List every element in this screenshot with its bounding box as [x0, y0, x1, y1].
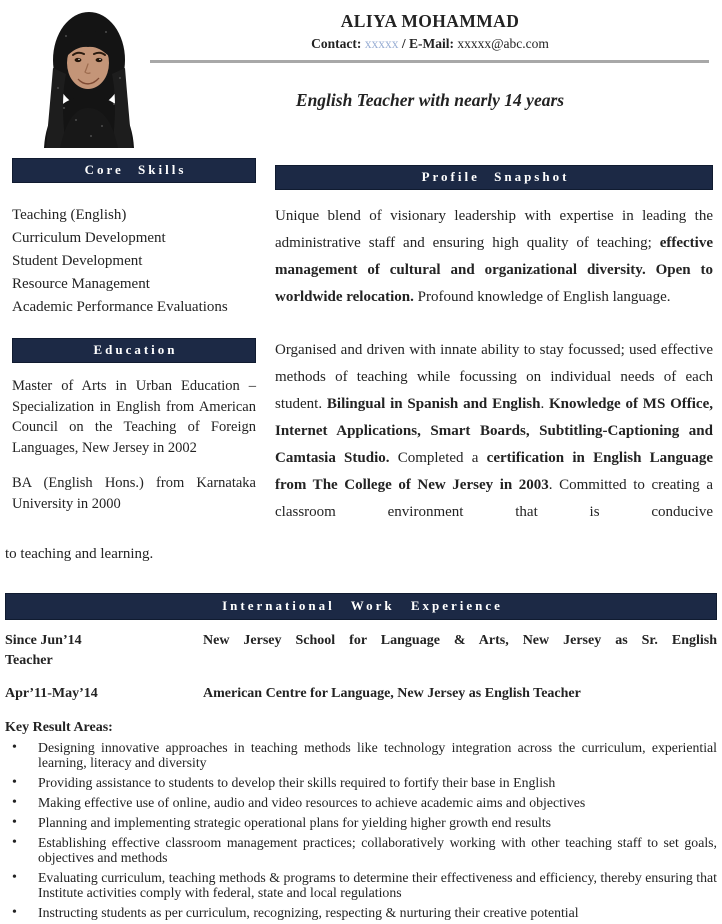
email-label: E-Mail: — [408, 36, 454, 51]
core-skills-header-bar — [12, 158, 256, 183]
skill-item: Academic Performance Evaluations — [12, 299, 228, 315]
email-value: xxxxx@abc.com — [457, 36, 549, 51]
work-experience-section — [5, 593, 717, 924]
key-result-bullet: • Making effective use of online, audio and video resources to achieve academic aims and objectives — [38, 795, 717, 810]
key-result-bullet: • Planning and implementing strategic operational plans for yielding higher growth end results — [38, 815, 717, 830]
header-block — [150, 11, 710, 52]
profile-photo — [36, 8, 142, 148]
paragraph-continuation: to teaching and learning. — [5, 546, 154, 562]
headline: English Teacher with nearly 14 years — [295, 90, 565, 110]
key-result-bullet: • Establishing effective classroom management practices; collaboratively working with other teaching staff to set goals, objectives and methods — [38, 835, 717, 865]
key-result-bullet: • Instructing students as per curriculum, recognizing, respecting & nurturing their creative potential — [38, 905, 717, 920]
key-result-bullet: • Evaluating curriculum, teaching methods & programs to determine their effectiveness and efficiency, thereby ensuring that Institute activities comply with federal, state and local regulations — [38, 870, 717, 900]
key-result-areas-list — [5, 740, 717, 920]
work-experience-header-bar — [5, 593, 717, 620]
key-result-bullet: • Providing assistance to students to develop their skills required to fortify their base in English — [38, 775, 717, 790]
education-heading: Education — [93, 342, 178, 357]
experience-date: Apr’11-May’14 — [5, 686, 98, 701]
skill-item: Curriculum Development — [12, 230, 166, 246]
experience-row — [5, 631, 717, 651]
left-column — [12, 158, 256, 514]
profile-snapshot-section — [275, 165, 713, 526]
candidate-name: ALIYA MOHAMMAD — [340, 11, 520, 31]
portrait-illustration — [36, 8, 142, 148]
work-experience-heading: International Work Experience — [222, 598, 503, 613]
key-result-areas-heading: Key Result Areas: — [5, 720, 113, 735]
skill-item: Resource Management — [12, 276, 150, 292]
phone-placeholder: xxxxx — [364, 36, 399, 51]
education-header-bar — [12, 338, 256, 363]
education-entry: Master of Arts in Urban Education – Specialization in English from American Council on the Teaching of Foreign Languages, New Jersey in 2002 — [12, 378, 256, 456]
profile-paragraph-2: Organised and driven with innate ability to stay focussed; used effective methods of teaching while focussing on individual needs of each student. Bilingual in Spanish and English. Knowledge of MS Office, Internet Applications, Smart Boards, Subtitling-Captioning and Camtasia Studio. Completed a certification in English Language from The College of New Jersey in 2003. Committed to creating a classroom environment that is conducive — [275, 342, 714, 520]
experience-role: New Jersey School for Language & Arts, New Jersey as Sr. English — [203, 633, 717, 648]
contact-line — [150, 36, 710, 52]
header-divider — [150, 60, 709, 63]
contact-label: Contact: — [311, 36, 362, 51]
skill-item: Teaching (English) — [12, 207, 127, 223]
education-entry: BA (English Hons.) from Karnataka University in 2000 — [12, 475, 256, 512]
contact-separator: / — [401, 36, 406, 51]
experience-role: American Centre for Language, New Jersey as English Teacher — [203, 686, 581, 701]
experience-date: Since Jun’14 — [5, 633, 82, 648]
key-result-bullet: • Designing innovative approaches in teaching methods like technology integration across the curriculum, experiential learning, literacy and diversity — [38, 740, 717, 770]
skill-item: Student Development — [12, 253, 143, 269]
profile-snapshot-header-bar — [275, 165, 713, 190]
core-skills-list — [12, 204, 256, 319]
profile-snapshot-heading: Profile Snapshot — [421, 169, 570, 184]
profile-paragraph-1: Unique blend of visionary leadership with expertise in leading the administrative staff and ensuring high quality of teaching; effective management of cultural and organizational diversity. Open to worldwide relocation. Profound knowledge of English language. — [275, 208, 713, 305]
experience-role-wrap: Teacher — [5, 653, 53, 668]
core-skills-heading: Core Skills — [84, 162, 187, 177]
experience-row — [5, 684, 717, 704]
